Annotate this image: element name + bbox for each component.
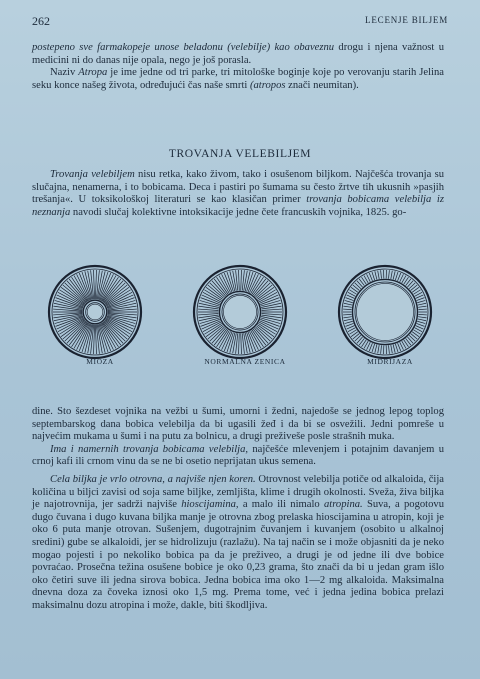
iris-fiber <box>217 277 228 294</box>
iris-fiber <box>56 316 83 326</box>
pupil <box>87 304 103 320</box>
body-paragraph-3 <box>32 474 444 613</box>
iris-fiber <box>391 271 392 279</box>
iris-fiber <box>343 314 351 315</box>
iris-fiber <box>391 345 392 353</box>
section-p1-text-a: nisu retka, kako živom, tako i osušenom biljkom. Najčešća trovanja su slučajna, nenamerna, i to bobicama. Deca i pastiri po šumama su često žrtve tih ukusnih »pasjih trešanja«. U toksikološkoj literaturi se kao klasičan primer <box>32 169 445 206</box>
iris-fiber <box>346 298 354 301</box>
iris-fiber <box>418 309 426 310</box>
iris-fiber <box>378 271 379 279</box>
iris-fiber <box>378 345 379 353</box>
iris-fiber <box>241 334 242 354</box>
intro-p2-italic-atropa: Atropa <box>78 67 108 79</box>
iris-fiber <box>198 314 218 315</box>
iris-fiber <box>241 270 242 290</box>
intro-p1-text: drogu i njena važnost u medicini ni do danas nije opala, nego je još porasla. <box>32 42 445 66</box>
iris-fiber <box>345 321 353 323</box>
body-paragraph-2 <box>32 444 444 469</box>
caption-normal: NORMALNA ZENICA <box>204 357 286 366</box>
section-paragraph-1 <box>32 169 444 219</box>
section-p1-italic-2: trovanja bobicama velebilja iz neznanja <box>32 194 444 218</box>
body-p3-text-b: a malo ili nimalo <box>238 499 324 511</box>
iris-fiber <box>344 303 352 305</box>
iris-fiber <box>82 324 91 352</box>
iris-fiber <box>418 319 426 321</box>
iris-fiber <box>393 271 395 279</box>
body-p3-italic-3: atropina. <box>323 499 363 511</box>
iris-fiber <box>375 345 377 353</box>
iris-fiber <box>82 272 91 300</box>
iris-fiber <box>107 298 134 308</box>
eye-normal-illustration <box>185 262 295 362</box>
body-p3-text-a: Otrovnost velebilja potiče od alkaloida, čija količina u biljci zavisi od soja same biljke, zemljišta, klime i drugih okolnosti. Sveža, živa biljka je najotrovnija, jer sadrži najviše <box>32 473 445 511</box>
iris-fiber <box>398 273 401 281</box>
eye-pupil-figure <box>40 262 440 366</box>
iris-fiber <box>398 343 401 351</box>
section-p1-italic-1: Trovanja velebiljem <box>50 169 135 180</box>
body-p3-italic-2: hioscijamina, <box>181 499 239 511</box>
iris-fiber <box>418 303 426 305</box>
iris-fiber <box>417 321 425 323</box>
iris-fiber <box>345 300 353 302</box>
pupil <box>223 295 256 328</box>
iris-fiber <box>381 345 382 353</box>
running-head: LECENJE BILJEM <box>365 15 448 25</box>
iris-fiber <box>252 330 263 347</box>
iris-fiber <box>395 344 398 352</box>
caption-miosis: MIOZA <box>86 357 114 366</box>
iris-fiber <box>206 287 223 299</box>
intro-p2-italic-atropos: (atropos <box>249 79 286 91</box>
iris-fiber <box>99 272 108 300</box>
caption-mydriasis: MIDRIJAZA <box>367 357 413 366</box>
iris-fiber <box>369 343 372 351</box>
section-p1-text-b: navodi slučaj kolektivne intoksikacije jedne čete francuskih vojnika, 1825. go- <box>70 206 407 218</box>
iris-fiber <box>257 287 274 299</box>
iris-fiber <box>107 316 134 326</box>
intro-p2-text-a: Naziv <box>50 67 79 79</box>
iris-fiber <box>95 270 96 299</box>
iris-fiber <box>375 271 377 279</box>
pupil <box>356 283 413 340</box>
iris-fiber <box>418 306 426 307</box>
iris-fiber <box>389 345 390 353</box>
iris-fiber <box>418 317 426 318</box>
iris-fiber <box>95 325 96 354</box>
iris-fiber <box>372 272 375 280</box>
intro-text <box>32 42 444 92</box>
intro-paragraph-2 <box>32 67 444 92</box>
iris-fiber <box>343 317 351 318</box>
intro-p2-text-b: je ime jedne od tri parke, tri mitološke boginje koje po verovanju starih Jelina seku konce našeg života, određujući čas naše smrti <box>32 67 444 91</box>
iris-fiber <box>395 272 398 280</box>
iris-fiber <box>239 270 240 290</box>
intro-p2-text-c: znači neumitan). <box>285 79 359 91</box>
body-paragraph-1: dine. Sto šezdeset vojnika na vežbi u šumi, umorni i žedni, najedoše se jednog lepog toplog septembarskog dana bobica velebilja da bi ugasili žeđ i da bi se osvežili. Jedni pomreše u najvećim mukama u šumi i na putu za bolnicu, a drugi preživeše posle strašnih muka. <box>32 406 444 443</box>
page-header <box>32 14 448 30</box>
body-p3-text-c: Suva, a pogotovu dugo čuvana i dugo kuvana biljka manje je otrovna zbog prelaska hioscijamina u atropin, koji je oko 6 puta manje otrovan. Sušenjem, dugotrajnim čuvanjem i kuvanjem (osobito u alkalnoj sredini) gube se alkaloidi, jer se hidrolizuju (razlažu). Na taj način se i može objasniti da je neko mogao pojesti i po nekoliko bobica pa da je preživeo, a drugi je od jedne ili dve bobice povraćao. Prosečna težina osušene bobice je oko 0,23 grama, što znači da bi u jedan gram išlo oko četiri suve ili jedna sirova bobica. Jedna bobica ima oko 1—2 mg alkaloida. Maksimalna dnevna doza za čoveka iznosi oko 1,5 mg. Prema tome, već i jedna jedina bobica prelazi maksimalnu dozu atropina i može, dakle, biti škodljiva. <box>32 499 444 611</box>
iris-fiber <box>343 309 351 310</box>
iris-fiber <box>257 325 274 337</box>
eye-mydriasis-illustration <box>330 262 440 362</box>
body-p2-italic: Ima i namernih trovanja bobicama velebilja, <box>50 443 249 455</box>
intro-p1-italic: postepeno sve farmakopeje unose beladonu (velebilje) kao obaveznu <box>32 42 335 53</box>
iris-fiber <box>56 298 83 308</box>
iris-fiber <box>417 298 425 301</box>
iris-fiber <box>252 277 263 294</box>
iris-fiber <box>99 324 108 352</box>
iris-fiber <box>262 309 282 310</box>
iris-fiber <box>239 334 240 354</box>
iris-fiber <box>418 314 426 315</box>
iris-fiber <box>417 323 425 326</box>
iris-fiber <box>262 314 282 315</box>
iris-fiber <box>389 270 390 278</box>
body-p3-italic-1: Cela biljka je vrlo otrovna, a najviše njen koren. <box>50 473 256 485</box>
page-number: 262 <box>32 14 50 28</box>
section-title: TROVANJA VELEBILJEM <box>168 148 312 160</box>
iris-fiber <box>344 319 352 321</box>
iris-fiber <box>393 345 395 353</box>
eye-miosis-illustration <box>40 262 150 362</box>
iris-fiber <box>372 344 375 352</box>
iris-fiber <box>94 325 95 354</box>
intro-paragraph-1 <box>32 42 444 67</box>
body-p2-text: najčešće mlevenjem i potajnim davanjem u crnoj kafi ili crnom vinu da se ne bi osetio neprijatan ukus semena. <box>32 443 444 468</box>
iris-fiber <box>343 306 351 307</box>
iris-fiber <box>417 300 425 302</box>
iris-fiber <box>369 273 372 281</box>
iris-fiber <box>206 325 223 337</box>
iris-fiber <box>198 309 218 310</box>
iris-fiber <box>346 323 354 326</box>
iris-fiber <box>217 330 228 347</box>
iris-fiber <box>94 270 95 299</box>
body-text <box>32 406 444 613</box>
iris-fiber <box>381 270 382 278</box>
section-intro-text <box>32 169 444 219</box>
